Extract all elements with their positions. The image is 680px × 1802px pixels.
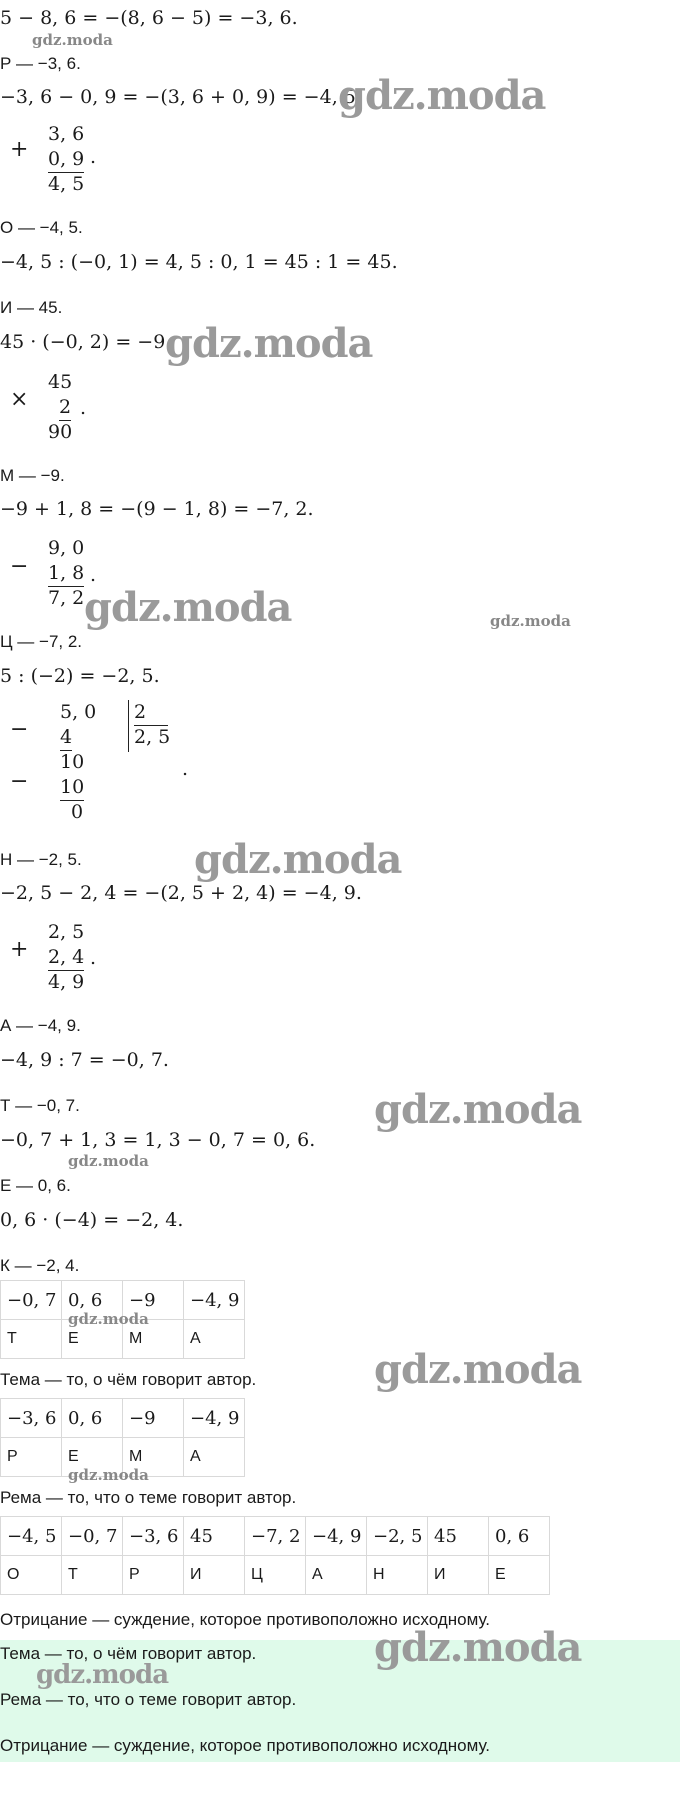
watermark: gdz.moda [374,1346,582,1393]
plus-sign: + [10,137,29,162]
table-cell: −0, 7 [62,1517,123,1556]
period: . [90,564,97,586]
table-cell: А [184,1438,245,1477]
table-cell: −4, 5 [1,1517,62,1556]
addend: 2, 5 [48,921,85,943]
watermark: gdz.moda [68,1466,149,1484]
column-multiplication-m [48,370,72,445]
table-cell: А [184,1320,245,1359]
table-cell: −7, 2 [245,1517,306,1556]
answer-label-a: А — −4, 9. [0,1016,81,1035]
long-division-n [60,700,96,825]
divisor: 2 [134,700,168,726]
definition-rema: Рема — то, что о теме говорит автор. [0,1488,297,1507]
table-cell: Е [62,1438,123,1477]
factor: 2 [59,395,71,421]
table-cell: А [306,1556,367,1595]
sum: 4, 9 [48,971,85,993]
addend: 2, 4 [48,945,84,971]
expression-i: −4, 5 : (−0, 1) = 4, 5 : 0, 1 = 45 : 1 = 45. [0,251,398,273]
answer-label-n: Н — −2, 5. [0,850,82,869]
table-cell: 0, 6 [489,1517,550,1556]
table-cell: Ц [245,1556,306,1595]
table-cell: 0, 6 [62,1281,123,1320]
column-subtraction-c [48,536,84,611]
product: 90 [48,421,73,443]
table-cell: О [1,1556,62,1595]
sum: 4, 5 [48,173,85,195]
watermark: gdz.moda [36,1660,169,1690]
period: . [182,758,189,780]
watermark: gdz.moda [32,31,113,49]
period: . [90,947,97,969]
expression-n: 5 : (−2) = −2, 5. [0,665,160,687]
period: . [90,146,97,168]
table-cell: Н [367,1556,428,1595]
table-cell: Т [1,1320,62,1359]
expression-c: −9 + 1, 8 = −(9 − 1, 8) = −7, 2. [0,498,314,520]
table-cell: −3, 6 [123,1517,184,1556]
table-cell: −4, 9 [184,1281,245,1320]
minus-sign: − [10,769,29,794]
addend: 0, 9 [48,147,84,173]
column-addition-a [48,920,84,995]
period: . [80,397,87,419]
table-cell: −9 [123,1281,184,1320]
answer-line: Отрицание — суждение, которое противоположно исходному. [0,1736,490,1755]
expression-o: −3, 6 − 0, 9 = −(3, 6 + 0, 9) = −4, 5. [0,86,362,108]
table-cell: 45 [184,1517,245,1556]
table-cell: Т [62,1556,123,1595]
plus-sign: + [10,937,29,962]
table-cell: −2, 5 [367,1517,428,1556]
answer-label-e: Е — 0, 6. [0,1176,71,1195]
table-cell: −0, 7 [1,1281,62,1320]
table-cell: −9 [123,1399,184,1438]
subtract-row: 10 [60,775,84,801]
table-cell: Р [123,1556,184,1595]
table-cell: 45 [428,1517,489,1556]
remainder: 0 [71,801,84,823]
minuend: 9, 0 [48,537,85,559]
answer-label-c: Ц — −7, 2. [0,632,83,651]
answer-label-r: Р — −3, 6. [0,54,81,73]
definition-otricanie: Отрицание — суждение, которое противоположно исходному. [0,1610,490,1629]
watermark: gdz.moda [194,836,402,883]
table-cell: М [123,1438,184,1477]
answer-line: Рема — то, что о теме говорит автор. [0,1690,297,1709]
answer-label-m: М — −9. [0,466,65,485]
expression-a: −2, 5 − 2, 4 = −(2, 5 + 2, 4) = −4, 9. [0,882,362,904]
answer-label-t: Т — −0, 7. [0,1096,80,1115]
table-cell: −4, 9 [184,1399,245,1438]
answer-label-o: О — −4, 5. [0,218,83,237]
cipher-table-otricanie [0,1516,550,1595]
minus-sign: − [10,717,29,742]
table-cell: М [123,1320,184,1359]
subtrahend: 1, 8 [48,561,84,587]
answer-line: Тема — то, о чём говорит автор. [0,1644,257,1663]
watermark: gdz.moda [68,1152,149,1170]
watermark: gdz.moda [374,1086,582,1133]
table-cell: −3, 6 [1,1399,62,1438]
watermark: gdz.moda [68,1310,149,1328]
remainder-row: 10 [60,751,85,773]
factor: 45 [48,371,73,393]
dividend: 5, 0 [60,701,97,723]
table-cell: И [184,1556,245,1595]
watermark: gdz.moda [374,1624,582,1671]
watermark: gdz.moda [490,612,571,630]
subtract-row: 4 [60,725,72,751]
answer-label-i: И — 45. [0,298,63,317]
table-cell: 0, 6 [62,1399,123,1438]
division-result [134,700,170,750]
division-bar [128,700,129,752]
table-cell: Е [62,1320,123,1359]
definition-tema: Тема — то, о чём говорит автор. [0,1370,257,1389]
watermark: gdz.moda [84,584,292,631]
table-cell: Р [1,1438,62,1477]
expression-k: 0, 6 · (−4) = −2, 4. [0,1209,184,1231]
watermark: gdz.moda [165,320,373,367]
answer-label-k: К — −2, 4. [0,1256,80,1275]
expression-r: 5 − 8, 6 = −(8, 6 − 5) = −3, 6. [0,7,298,29]
difference: 7, 2 [48,587,85,609]
column-addition-o [48,122,84,197]
expression-m: 45 · (−0, 2) = −9. [0,331,172,353]
watermark: gdz.moda [338,72,546,119]
table-cell: Е [489,1556,550,1595]
quotient: 2, 5 [134,726,171,748]
multiply-sign: × [10,387,29,412]
minus-sign: − [10,554,29,579]
expression-e: −0, 7 + 1, 3 = 1, 3 − 0, 7 = 0, 6. [0,1129,316,1151]
table-cell: −4, 9 [306,1517,367,1556]
table-cell: И [428,1556,489,1595]
addend: 3, 6 [48,123,85,145]
expression-t: −4, 9 : 7 = −0, 7. [0,1049,169,1071]
